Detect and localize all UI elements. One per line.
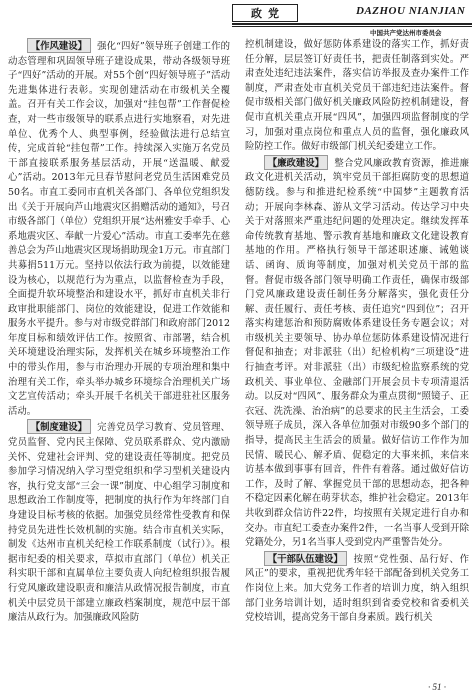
right-column	[245, 38, 469, 626]
section-title-style: 【作风建设】	[27, 38, 91, 53]
paragraph-body: 完善党员学习教育、党员管理、党员监督、党内民主保障、党员联系群众、党内激励关怀、党建社会评判、党的建设责任等制度。把党员参加学习情况纳入学习型党组织和学习型机关建设内容，执行党支部“三会一课”制度、中心组学习制度和思想政治工作制度等，把制度的执行作为年终部门自身建设目标考核的依据。加强党员经常性受教育和保持党员先进性长效机制的实施。结合市直机关实际，制发《达州市直机关纪检工作联系制度（试行）》。根据市纪委的相关要求，草拟市直部门（单位）机关正科实职干部和直属单位主要负责人向纪检组织报告履行党风廉政建设职责和廉洁从政情况报告制度，市直机关中层党员干部建立廉政档案制度，规范中层干部廉洁从政行为。加强廉政风险防	[8, 422, 230, 624]
paragraph-style-building	[8, 38, 230, 419]
section-title-clean: 【廉政建设】	[264, 155, 328, 170]
section-title-cadre: 【干部队伍建设】	[264, 551, 347, 566]
page-header	[0, 0, 475, 38]
paragraph-cadre-team	[245, 551, 469, 626]
section-category: 政党	[251, 8, 285, 20]
paragraph-clean-government	[245, 155, 469, 551]
section-title-system: 【制度建设】	[27, 419, 91, 434]
left-column	[8, 38, 230, 626]
paragraph-body: 整合党风廉政教育资源，推进廉政文化进机关活动，筑牢党员干部拒腐防变的思想道德防线。参与和推进纪检系统“中国梦”主题教育活动；开展向李林森、游从文学习活动。传达学习中央关于对落照来严重违纪问题的处理决定。继续发挥革命传统教育基地、警示教育基地和廉政文化建设教育基地的作用。严格执行领导干部述职述廉、诫勉谈话、函询、质询等制度，加强对机关党员干部的监督。督促市级各部门领导明确工作责任，确保市级部门党风廉政建设责任制任务分解落实，强化责任分解、责任履行、责任考核、责任追究“四到位”；召开落实构建惩治和预防腐败体系建设任务专题会议；对市级机关主要领导、协办单位惩防体系建设情况进行督促和抽查；对非派驻（出）纪检机构“三项建设”进行抽查考评。对非派驻（出）市级纪检监察系统的党政机关、事业单位、金融部门开展会员卡专项清退活动。以反对“四风”、服务群众为重点贯彻“照镜子、正衣冠、洗洗澡、治治病”的总要求的民主生活会，工委领导班子成员，深入各单位加强对市级90多个部门的指导，提高民主生活会的质量。做好信访工作作为加民情、暖民心、解矛盾、促稳定的大事来抓，来信来访基本做到事事有回音，件件有着落。通过做好信访工作，及时了解、掌握党员干部的思想动态，把各种不稳定因素化解在萌芽状态，维护社会稳定。2013年共收到群众信访件22件，均按照有关规定进行自办和交办。市直纪工委查办案件2件，一名当事人受到开除党籍处分，另1名当事人受到党内严重警告处分。	[245, 157, 469, 549]
page-number: · 51 ·	[428, 682, 446, 692]
masthead: DAZHOU NIANJIAN	[356, 5, 466, 17]
paragraph-system-building	[8, 419, 230, 625]
paragraph-body: 强化“四好”领导班子创建工作的动态管理和巩固领导班子建设成果，带动各级领导班子“四好”活动的开展。对55个创“四好领导班子”活动先进集体进行表彰。实现创建活动在市级机关全覆盖。召开有关工作会议，加强对“挂包帮”工作督促检查，对一些市级领导的联系点进行实地察看，对先进单位、优秀个人、典型事例，经验做法进行总结宣传，完成首轮“挂包帮”工作。持续深入实施万名党员干部直接联系服务基层活动，开展“送温暖、献爱心”活动。2013年元旦春节慰问老党员生活困难党员50名。市直工委同市直机关各部门、各单位党组织发出《关于开展向芦山地震灾区捐赠活动的通知》，号召市级各部门（单位）党组织开展“达州雅安手牵手、心系地震灾区、奉献一片爱心”活动。市直工委率先在慈善总会为芦山地震灾区现场捐助现金1万元。市直部门共募捐511万元。坚持以依法行政为前提，以效能建设为核心，以规范行为为重点，以监督检查为手段，全面提升软环境整治和建设水平，抓好市直机关非行政审批职能部门、岗位的效能建设，促进工作效能和服务水平提升。参与对市级党群部门和政府部门2012年度目标和绩效评估工作。按照省、市部署，结合机关环境建设治理实际，发挥机关在城乡环境整治工作中的带头作用，参与市治理办开展的专项治理和集中治理有关工作，牵头举办城乡环境综合治理机关广场文艺宣传活动；牵头开展千名机关干部进驻社区服务活动。	[8, 41, 230, 417]
header-rule-thin	[232, 26, 472, 27]
header-rule-thick	[232, 23, 472, 25]
paragraph-continued: 控机制建设，做好惩防体系建设的落实工作，抓好责任分解，层层签订好责任书，把责任制落到实处。严肃查处违纪违法案件，落实信访举报及查办案件工作制度，严肃查处市直机关党员干部违纪违法案件。督促市级相关部门做好机关廉政风险防控机制建设，督促市直机关重点开展“四风”，加强四项监督制度的学习，加强对重点岗位和重点人员的监督，强化廉政风险防控工作。做好市级部门机关纪委建立工作。	[245, 39, 469, 153]
section-category-box	[232, 4, 298, 22]
paragraph-body: 按照“党性强、品行好、作风正”的要求，重视把优秀年轻干部配备到机关党务工作岗位上来。加大党务工作者的培训力度，纳入组织部门业务培训计划，适时组织到省委党校和省委机关党校培训，提高党务干部自身素质。践行机关	[245, 553, 469, 624]
header-subtitle: 中国共产党达州市委员会	[370, 30, 442, 37]
